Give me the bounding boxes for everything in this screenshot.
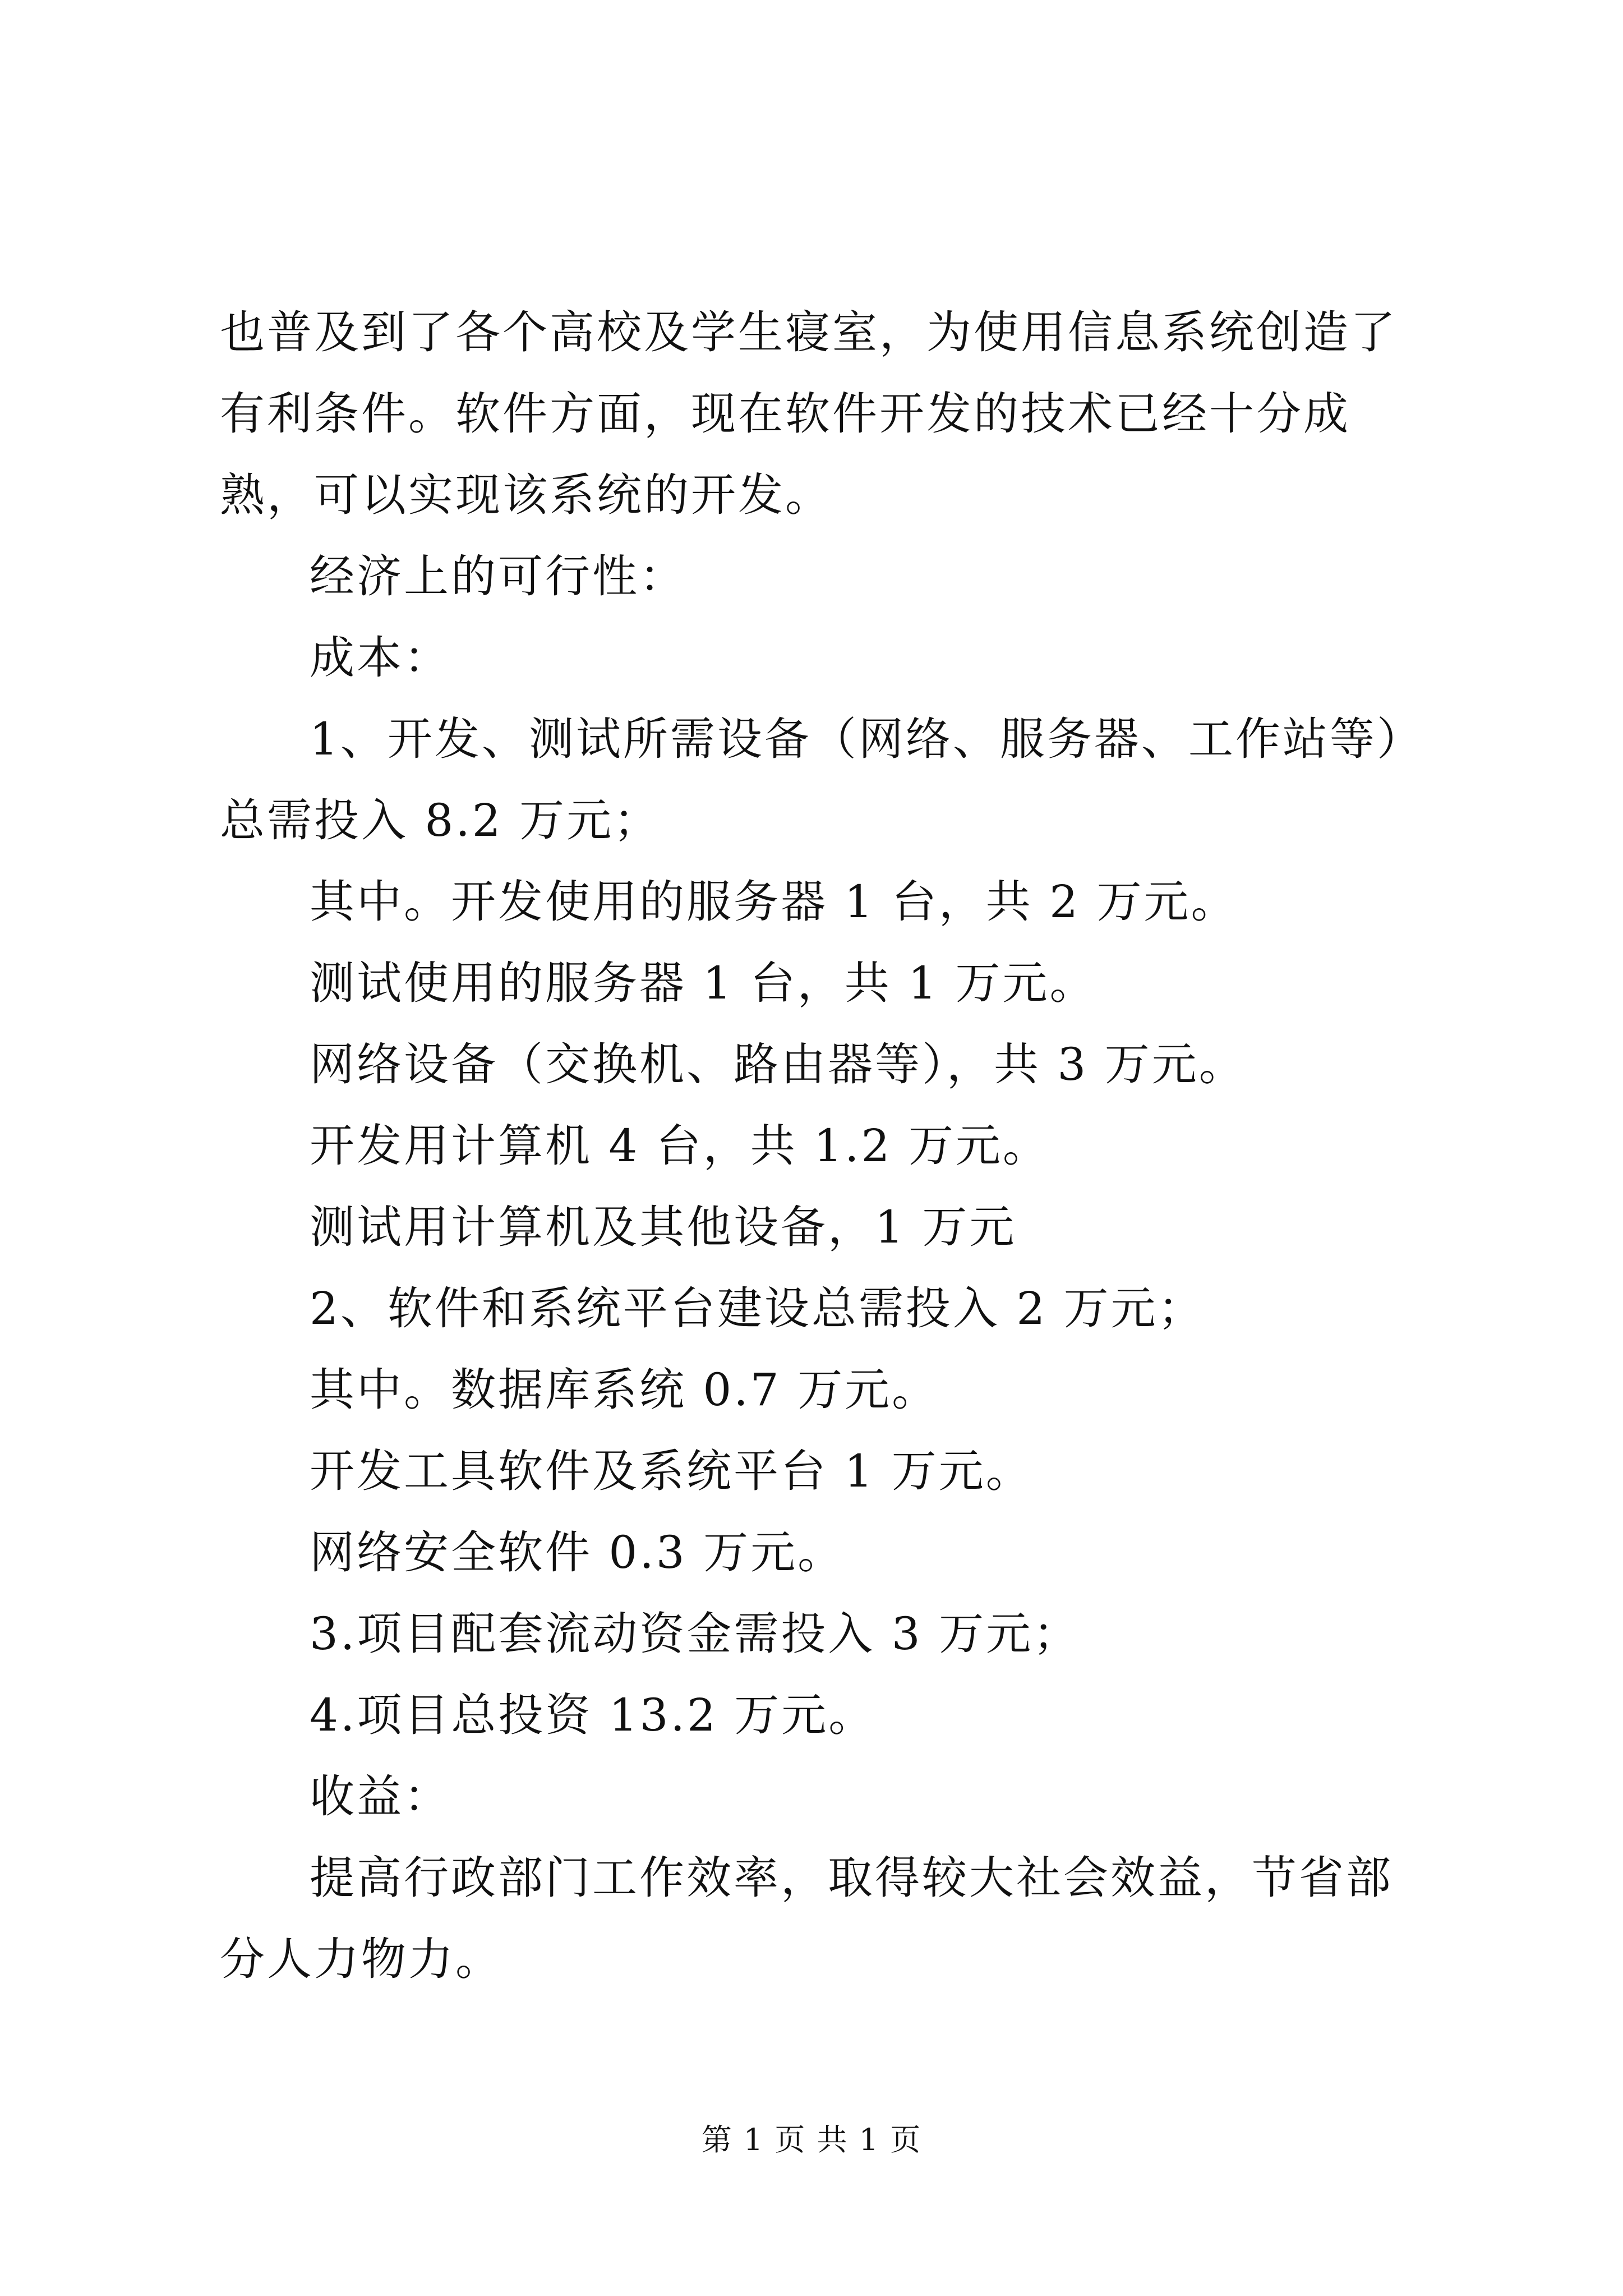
paragraph: 4.项目总投资 13.2 万元。	[310, 1689, 876, 1741]
paragraph: 其中。开发使用的服务器 1 台，共 2 万元。	[310, 876, 1238, 928]
paragraph: 成本：	[310, 632, 451, 684]
paragraph: 2、软件和系统平台建设总需投入 2 万元；	[310, 1282, 1205, 1335]
paragraph: 网络安全软件 0.3 万元。	[310, 1526, 845, 1579]
paragraph: 1、开发、测试所需设备（网络、服务器、工作站等）总需投入 8.2 万元；	[220, 713, 1401, 846]
paragraph: 网络设备（交换机、路由器等），共 3 万元。	[310, 1038, 1246, 1091]
paragraph: 收益：	[310, 1770, 451, 1823]
paragraph: 测试用计算机及其他设备，1 万元	[310, 1201, 1017, 1253]
page-footer	[0, 2120, 1623, 2160]
page-number-label: 第 1 页 共 1 页	[701, 2122, 922, 2157]
paragraph: 3.项目配套流动资金需投入 3 万元；	[310, 1608, 1081, 1660]
paragraph: 开发工具软件及系统平台 1 万元。	[310, 1445, 1033, 1497]
paragraph: 开发用计算机 4 台，共 1.2 万元。	[310, 1120, 1050, 1172]
paragraph: 也普及到了各个高校及学生寝室，为使用信息系统创造了有利条件。软件方面，现在软件开发的技术已经十分成熟，可以实现该系统的开发。	[220, 306, 1398, 521]
paragraph: 提高行政部门工作效率，取得较大社会效益，节省部分人力物力。	[220, 1852, 1393, 1985]
document-body	[220, 292, 1420, 2000]
paragraph: 经济上的可行性：	[310, 550, 686, 602]
paragraph: 测试使用的服务器 1 台，共 1 万元。	[310, 957, 1097, 1009]
paragraph: 其中。数据库系统 0.7 万元。	[310, 1364, 939, 1416]
